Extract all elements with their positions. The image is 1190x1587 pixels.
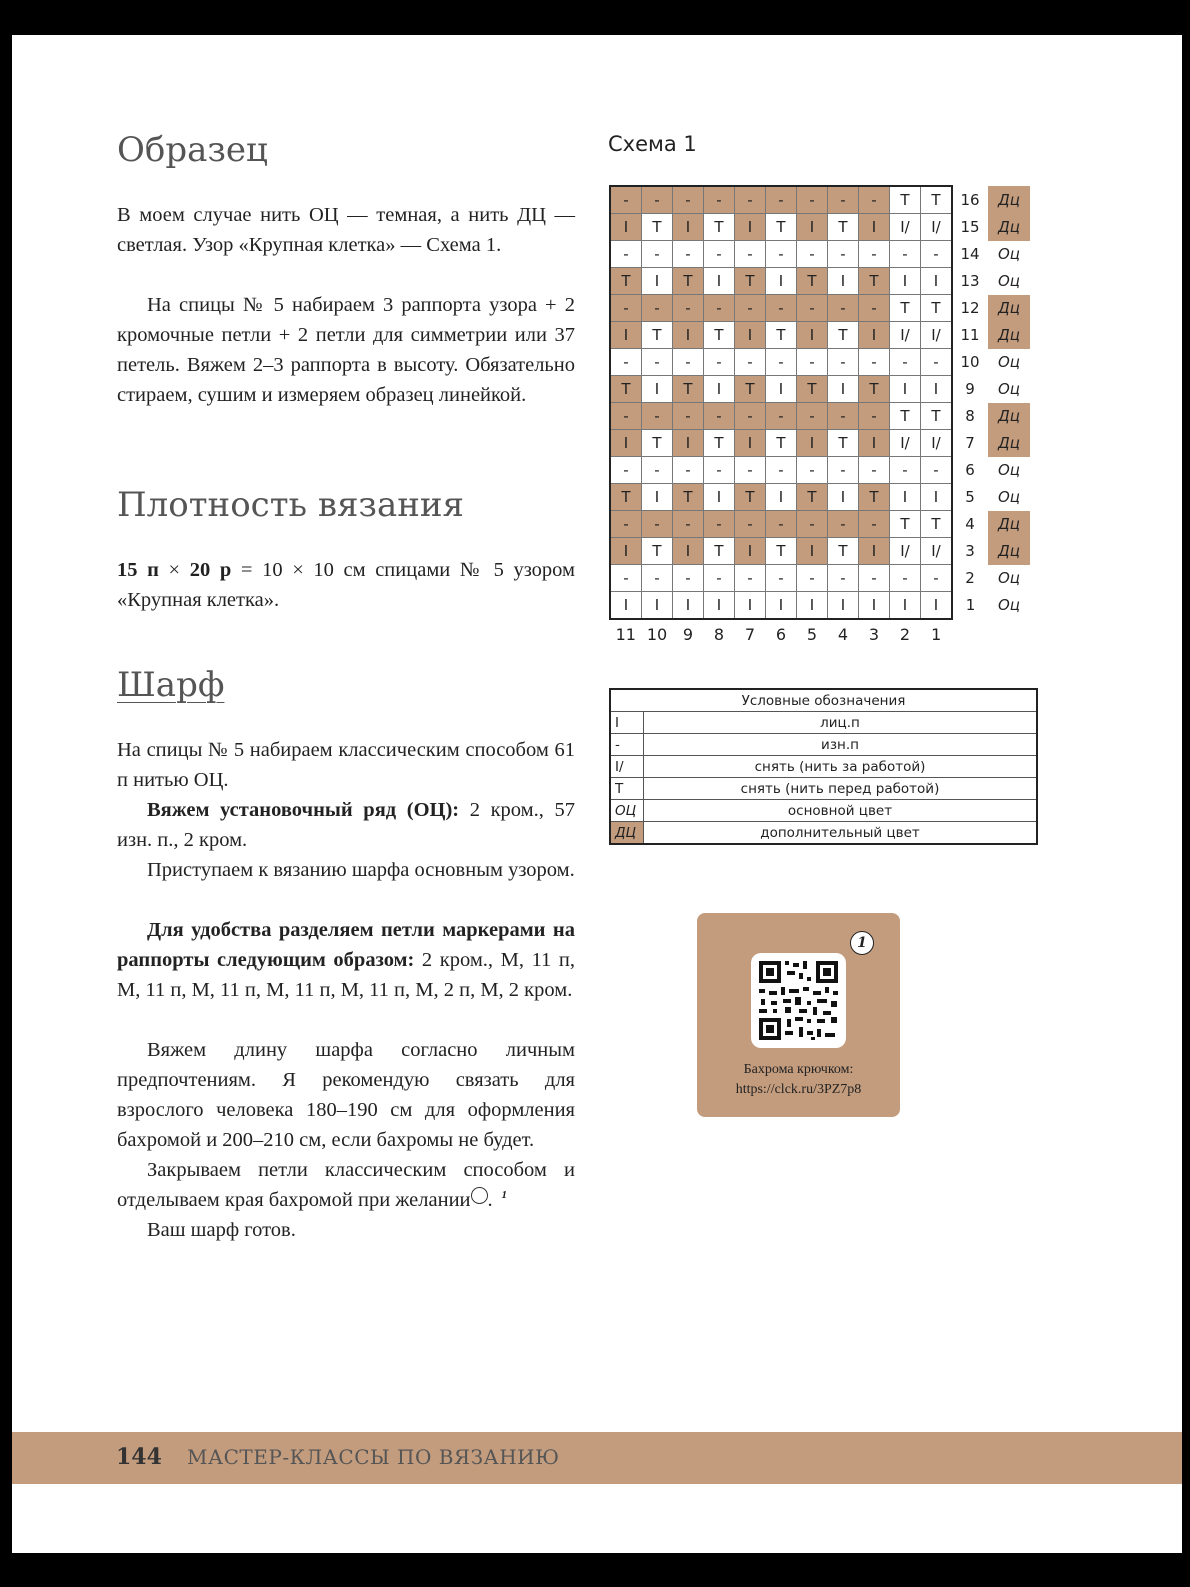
row-number: 16 — [960, 190, 980, 209]
chart-cell: - — [921, 349, 953, 376]
column-number: 2 — [899, 624, 911, 644]
column-number: 8 — [713, 624, 725, 644]
row-color-label: Оц — [997, 272, 1021, 290]
legend-table — [609, 688, 1038, 845]
paragraph: На спицы № 5 набираем 3 раппорта узора + 2 кромочные петли + 2 петли для симметрии или 37 петель. Вяжем 2–3 раппорта в высоту. Обязательно стираем, сушим и измеряем образец линейкой. — [117, 294, 575, 406]
column-number: 7 — [744, 624, 756, 644]
column-number: 4 — [837, 624, 849, 644]
chart-cell: T — [735, 376, 766, 403]
chart-cell: - — [828, 403, 859, 430]
chart-cell: - — [735, 241, 766, 268]
chart-cell: - — [797, 186, 828, 214]
chart-cell: - — [890, 349, 921, 376]
legend-symbol: - — [610, 734, 644, 756]
chart-cell: - — [859, 349, 890, 376]
page — [12, 35, 1182, 1553]
chart-cell: T — [704, 322, 735, 349]
legend-symbol: T — [610, 778, 644, 800]
chart-cell: I — [642, 592, 673, 620]
row-color-label: Дц — [988, 430, 1030, 457]
chart-cell: T — [610, 484, 642, 511]
chart-cell: - — [828, 295, 859, 322]
chart-cell: - — [735, 295, 766, 322]
chart-cell: I — [859, 538, 890, 565]
paragraph: На спицы № 5 набираем классическим способом 61 п нитью ОЦ. — [117, 739, 575, 791]
chart-cell: I — [890, 376, 921, 403]
chart-cell: I — [610, 214, 642, 241]
chart-cell: T — [828, 322, 859, 349]
legend-row — [610, 822, 1037, 845]
chart-cell: - — [890, 457, 921, 484]
legend-symbol: ОЦ — [610, 800, 644, 822]
chart-cell: T — [921, 511, 953, 538]
chart-cell: - — [735, 565, 766, 592]
legend-header-row — [610, 689, 1037, 712]
chart-cell: T — [642, 322, 673, 349]
chart-cell: - — [828, 349, 859, 376]
chart-cell: - — [766, 511, 797, 538]
paragraph: Ваш шарф готов. — [147, 1219, 296, 1241]
row-number: 1 — [965, 596, 976, 615]
chart-cell: - — [859, 457, 890, 484]
chart-cell: I — [610, 538, 642, 565]
row-number: 9 — [965, 380, 975, 398]
chart-cell: I — [828, 376, 859, 403]
qr-caption-title: Бахрома крючком: — [743, 1062, 854, 1077]
chart-cell: - — [828, 186, 859, 214]
row-color-label: Дц — [988, 322, 1030, 349]
gauge-paragraph — [117, 555, 575, 615]
row-number: 13 — [960, 272, 980, 290]
chart-cell: T — [673, 484, 704, 511]
chart-row — [610, 295, 1030, 322]
chart-cell: - — [673, 403, 704, 430]
chart-cell: I — [704, 268, 735, 295]
chart-cell: - — [766, 565, 797, 592]
chart-row — [610, 484, 1030, 511]
chart-row — [610, 376, 1030, 403]
chart-cell: - — [610, 295, 642, 322]
row-number: 12 — [960, 299, 980, 317]
chart-cell: - — [673, 295, 704, 322]
paragraph-bold: Для удобства разделяем петли маркерами на раппорты следующим образом: — [117, 919, 575, 971]
chart-cell: - — [921, 565, 953, 592]
paragraph-end: . — [487, 1189, 493, 1211]
chart-cell: - — [642, 403, 673, 430]
chart-cell: I — [735, 214, 766, 241]
chart-cell: I/ — [890, 430, 921, 457]
chart-cell: T — [704, 430, 735, 457]
chart-cell: I — [642, 484, 673, 511]
page-number: 144 — [116, 1444, 162, 1470]
legend-row — [610, 756, 1037, 778]
chart-cell: I/ — [921, 214, 953, 241]
chart-cell: I — [797, 538, 828, 565]
legend-description: снять (нить за работой) — [644, 756, 1038, 778]
chart-cell: - — [797, 403, 828, 430]
row-color-label: Оц — [997, 461, 1021, 479]
chart-cell: T — [766, 538, 797, 565]
row-number: 8 — [965, 407, 975, 425]
chart-row — [610, 241, 1030, 268]
row-number: 4 — [965, 515, 975, 533]
chart-cell: - — [797, 295, 828, 322]
column-numbers — [610, 619, 1030, 648]
row-number: 15 — [960, 218, 980, 236]
chart-cell: T — [921, 295, 953, 322]
chart-cell: - — [704, 241, 735, 268]
qr-code-icon[interactable] — [751, 953, 846, 1048]
section-title: МАСТЕР-КЛАССЫ ПО ВЯЗАНИЮ — [187, 1445, 560, 1469]
chart-cell: - — [704, 349, 735, 376]
chart-cell: - — [828, 565, 859, 592]
paragraph-text: Закрываем петли классическим способом и отделываем края бахромой при желании — [117, 1159, 575, 1211]
chart-cell: - — [766, 186, 797, 214]
chart-cell: - — [610, 511, 642, 538]
chart-cell: I — [735, 430, 766, 457]
chart-cell: I — [735, 592, 766, 620]
chart-cell: I — [673, 322, 704, 349]
chart-cell: T — [704, 538, 735, 565]
chart-cell: - — [735, 186, 766, 214]
row-number: 2 — [965, 569, 975, 587]
chart-cell: I — [704, 484, 735, 511]
chart-cell: - — [642, 565, 673, 592]
chart-cell: T — [610, 376, 642, 403]
row-number: 6 — [965, 461, 975, 479]
chart-row — [610, 457, 1030, 484]
chart-cell: - — [828, 511, 859, 538]
chart-cell: I — [766, 484, 797, 511]
footnote-ref-icon[interactable]: 1 — [471, 1187, 488, 1204]
chart-cell: I — [766, 376, 797, 403]
chart-cell: T — [766, 214, 797, 241]
chart-cell: - — [766, 241, 797, 268]
legend-description: основной цвет — [644, 800, 1038, 822]
qr-caption — [697, 1060, 900, 1100]
chart-cell: I — [890, 592, 921, 620]
chart-cell: I — [704, 592, 735, 620]
chart-cell: - — [735, 349, 766, 376]
chart-cell: I — [921, 376, 953, 403]
paragraph: Приступаем к вязанию шарфа основным узором. — [147, 859, 575, 881]
column-number: 6 — [775, 624, 787, 644]
chart-cell: - — [704, 186, 735, 214]
chart-cell: - — [766, 403, 797, 430]
legend-row — [610, 800, 1037, 822]
chart-cell: - — [766, 457, 797, 484]
chart-cell: T — [859, 484, 890, 511]
qr-link[interactable]: https://clck.ru/3PZ7p8 — [735, 1082, 862, 1097]
chart-cell: - — [610, 186, 642, 214]
chart-cell: I — [704, 376, 735, 403]
paragraph: Вяжем длину шарфа согласно личным предпочтениям. Я рекомендую связать для взрослого человека 180–190 см для оформления бахромой и 200–210 см, если бахромы не будет. — [117, 1039, 575, 1151]
chart-row — [610, 403, 1030, 430]
page-footer — [12, 1432, 1182, 1484]
chart-row — [610, 511, 1030, 538]
chart-row — [610, 186, 1030, 214]
chart-row — [610, 349, 1030, 376]
row-number: 14 — [960, 245, 980, 263]
chart-cell: - — [673, 511, 704, 538]
chart-cell: - — [797, 349, 828, 376]
chart-cell: I/ — [921, 430, 953, 457]
chart-cell: - — [704, 511, 735, 538]
row-number: 11 — [960, 326, 980, 344]
chart-cell: I — [828, 268, 859, 295]
heading-sample: Образец — [117, 130, 268, 170]
chart-cell: I — [921, 484, 953, 511]
column-number: 1 — [931, 624, 942, 644]
chart-cell: I — [797, 214, 828, 241]
column-number: 11 — [615, 624, 636, 644]
chart-cell: - — [704, 457, 735, 484]
row-color-label: Оц — [997, 245, 1021, 263]
chart-cell: I — [735, 538, 766, 565]
legend-description: снять (нить перед работой) — [644, 778, 1038, 800]
chart-cell: T — [828, 538, 859, 565]
chart-cell: T — [859, 376, 890, 403]
chart-cell: I — [673, 430, 704, 457]
chart-cell: - — [859, 241, 890, 268]
legend-row — [610, 712, 1037, 734]
chart-cell: T — [859, 268, 890, 295]
legend-row — [610, 778, 1037, 800]
chart-cell: T — [797, 268, 828, 295]
chart-cell: I — [766, 592, 797, 620]
chart-cell: T — [890, 186, 921, 214]
paragraph-rest: 2 кром., М, 11 п, М, 11 п, М, 11 п, М, 11 п, М, 11 п, М, 2 п, М, 2 кром. — [117, 949, 575, 1001]
heading-scarf: Шарф — [117, 665, 225, 705]
chart-cell: I — [890, 484, 921, 511]
chart-cell: T — [642, 430, 673, 457]
chart-cell: I — [735, 322, 766, 349]
row-color-label: Дц — [988, 403, 1030, 430]
chart-row — [610, 538, 1030, 565]
column-number: 10 — [646, 624, 668, 644]
chart-cell: - — [735, 511, 766, 538]
chart-cell: I — [673, 214, 704, 241]
gauge-stitches: 15 п — [117, 559, 159, 581]
chart-cell: - — [642, 457, 673, 484]
chart-cell: I — [921, 268, 953, 295]
chart-cell: I — [610, 430, 642, 457]
chart-row — [610, 430, 1030, 457]
legend-description: дополнительный цвет — [644, 822, 1038, 845]
paragraph — [117, 915, 575, 1005]
row-color-label: Оц — [997, 488, 1021, 506]
footnote-badge: 1 — [850, 931, 874, 955]
legend-row — [610, 734, 1037, 756]
chart-cell: I — [921, 592, 953, 620]
scheme-title: Схема 1 — [608, 132, 697, 156]
chart-cell: I — [673, 538, 704, 565]
gauge-rest: = 10 × 10 см спицами № 5 узором «Крупная клетка». — [117, 559, 576, 611]
chart-cell: - — [921, 457, 953, 484]
chart-cell: I — [890, 268, 921, 295]
paragraph-rest: 2 кром., 57 изн. п., 2 кром. — [117, 799, 575, 851]
chart-cell: I — [797, 322, 828, 349]
row-number: 5 — [965, 488, 975, 506]
paragraph — [117, 1155, 575, 1215]
chart-cell: - — [859, 295, 890, 322]
chart-cell: - — [704, 295, 735, 322]
chart-cell: I — [828, 592, 859, 620]
chart-cell: T — [828, 430, 859, 457]
chart-cell: I/ — [890, 214, 921, 241]
chart-cell: - — [673, 349, 704, 376]
chart-cell: I — [766, 268, 797, 295]
chart-cell: - — [828, 457, 859, 484]
chart-cell: I/ — [921, 322, 953, 349]
chart-cell: T — [921, 186, 953, 214]
chart-cell: - — [859, 186, 890, 214]
chart-cell: I/ — [890, 538, 921, 565]
chart-cell: - — [673, 186, 704, 214]
chart-cell: - — [673, 241, 704, 268]
paragraph-bold: Вяжем установочный ряд (ОЦ): — [147, 799, 460, 821]
chart-cell: T — [890, 295, 921, 322]
chart-cell: - — [735, 403, 766, 430]
chart-cell: T — [704, 214, 735, 241]
qr-card[interactable] — [697, 913, 900, 1117]
chart-cell: - — [735, 457, 766, 484]
row-color-label: Оц — [997, 569, 1021, 587]
legend-symbol: I — [610, 712, 644, 734]
chart-row — [610, 592, 1030, 620]
chart-cell: T — [921, 403, 953, 430]
row-color-label: Дц — [988, 511, 1030, 538]
chart-cell: - — [859, 565, 890, 592]
chart-cell: - — [797, 241, 828, 268]
chart-cell: T — [735, 268, 766, 295]
chart-cell: - — [797, 511, 828, 538]
legend-symbol: ДЦ — [610, 822, 644, 845]
chart-cell: - — [610, 565, 642, 592]
row-color-label: Оц — [997, 380, 1021, 398]
chart-cell: I — [859, 430, 890, 457]
heading-gauge: Плотность вязания — [117, 485, 465, 525]
chart-cell: T — [766, 430, 797, 457]
chart-cell: - — [890, 241, 921, 268]
chart-cell: - — [642, 295, 673, 322]
chart-cell: I/ — [921, 538, 953, 565]
chart-cell: T — [890, 511, 921, 538]
chart-cell: T — [673, 268, 704, 295]
row-number: 10 — [960, 353, 980, 371]
legend-title: Условные обозначения — [610, 689, 1037, 712]
chart-cell: - — [673, 457, 704, 484]
chart-cell: T — [673, 376, 704, 403]
chart-cell: - — [766, 349, 797, 376]
row-color-label: Оц — [997, 596, 1021, 615]
chart-cell: I — [610, 322, 642, 349]
row-color-label: Дц — [988, 186, 1030, 214]
chart-cell: - — [859, 511, 890, 538]
column-number: 3 — [868, 624, 880, 644]
chart-cell: I — [610, 592, 642, 620]
chart-cell: - — [921, 241, 953, 268]
chart-cell: T — [766, 322, 797, 349]
chart-cell: - — [704, 403, 735, 430]
chart-cell: T — [642, 538, 673, 565]
knitting-chart — [609, 185, 1031, 648]
chart-cell: - — [610, 403, 642, 430]
chart-cell: I — [859, 322, 890, 349]
chart-cell: T — [735, 484, 766, 511]
chart-cell: - — [704, 565, 735, 592]
row-color-label: Дц — [988, 538, 1030, 565]
row-number: 7 — [965, 434, 975, 452]
chart-cell: I — [797, 430, 828, 457]
chart-cell: I/ — [890, 322, 921, 349]
chart-cell: I — [797, 592, 828, 620]
chart-cell: T — [890, 403, 921, 430]
chart-cell: - — [828, 241, 859, 268]
legend-description: лиц.п — [644, 712, 1038, 734]
legend-symbol: I/ — [610, 756, 644, 778]
chart-row — [610, 268, 1030, 295]
paragraph — [117, 795, 575, 855]
chart-cell: - — [766, 295, 797, 322]
chart-cell: - — [797, 565, 828, 592]
chart-row — [610, 565, 1030, 592]
chart-cell: - — [673, 565, 704, 592]
chart-cell: - — [642, 511, 673, 538]
gauge-rows: 20 р — [189, 559, 232, 581]
chart-cell: - — [890, 565, 921, 592]
chart-cell: - — [797, 457, 828, 484]
gauge-times: × — [158, 559, 190, 581]
chart-cell: T — [797, 484, 828, 511]
chart-cell: I — [828, 484, 859, 511]
row-color-label: Оц — [997, 353, 1021, 371]
chart-cell: - — [610, 241, 642, 268]
paragraph: В моем случае нить ОЦ — темная, а нить ДЦ — светлая. Узор «Крупная клетка» — Схема 1. — [117, 204, 575, 256]
chart-cell: I — [673, 592, 704, 620]
chart-row — [610, 214, 1030, 241]
chart-cell: I — [642, 376, 673, 403]
chart-cell: T — [828, 214, 859, 241]
column-number: 5 — [806, 624, 818, 644]
chart-cell: T — [610, 268, 642, 295]
chart-cell: - — [859, 403, 890, 430]
row-number: 3 — [965, 542, 975, 560]
chart-cell: T — [797, 376, 828, 403]
column-number: 9 — [682, 624, 694, 644]
chart-cell: I — [859, 214, 890, 241]
row-color-label: Дц — [988, 295, 1030, 322]
chart-cell: I — [642, 268, 673, 295]
chart-cell: - — [610, 457, 642, 484]
chart-row — [610, 322, 1030, 349]
chart-cell: T — [642, 214, 673, 241]
chart-cell: - — [642, 349, 673, 376]
chart-cell: - — [610, 349, 642, 376]
chart-cell: I — [859, 592, 890, 620]
chart-cell: - — [642, 241, 673, 268]
row-color-label: Дц — [988, 214, 1030, 241]
chart-cell: - — [642, 186, 673, 214]
legend-description: изн.п — [644, 734, 1038, 756]
